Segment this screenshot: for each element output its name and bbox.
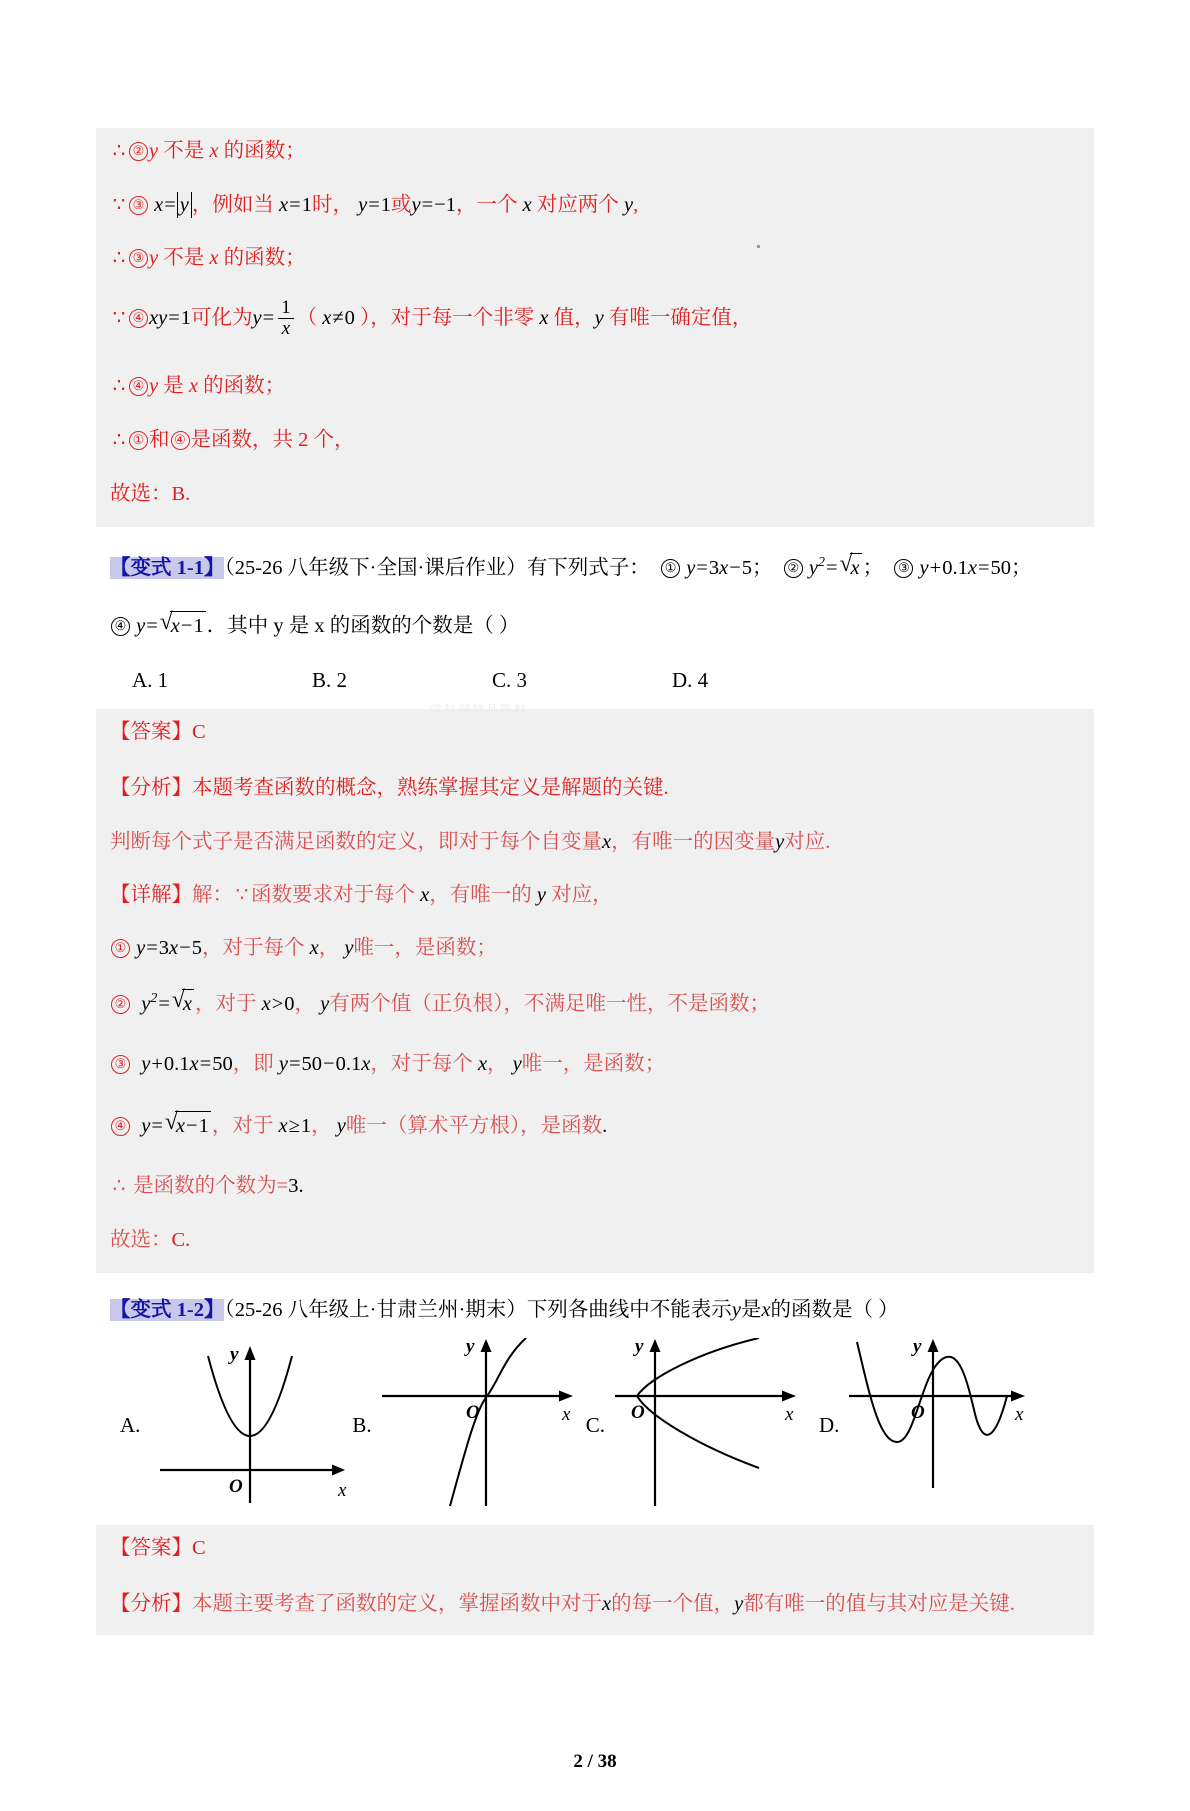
variant-1-1-heading: 【变式 1-1】（25-26 八年级下·全国·课后作业）有下列式子： ① y=3x−5； ② $y^2=$ √ x ； ③ y+0.1x=50； — [110, 553, 1080, 582]
svg-text:x: x — [561, 1403, 571, 1425]
variable-y: y — [731, 1299, 741, 1322]
detail-lead-c: ，有唯一的 — [429, 883, 537, 906]
document-page — [0, 128, 1190, 1811]
detail-step-1: ① y=3x−5，对于每个 x， y唯一，是函数； — [110, 935, 1080, 961]
solution-final-choice: 故选：B. — [110, 482, 191, 505]
analysis-text-b: 的每一个值， — [611, 1593, 735, 1616]
analysis-text-a: 判断每个式子是否满足函数的定义，即对于每个自变量 — [110, 830, 602, 853]
graph-c-sideways-parabola — [607, 1338, 819, 1513]
svg-text:y: y — [465, 1337, 475, 1357]
analysis-line-2 — [110, 829, 1080, 855]
analysis-text-b: ，有唯一的因变量 — [611, 830, 776, 853]
figure-option-d[interactable] — [819, 1338, 1046, 1513]
variant-1-1-stem-line2: ④ y= √ x−1 ．其中 y 是 x 的函数的个数是（ ） — [110, 611, 1080, 640]
svg-text:y: y — [913, 1337, 922, 1357]
answer-label: 【答案】 — [110, 1536, 192, 1559]
svg-text:O: O — [229, 1475, 244, 1497]
therefore-symbol: ∴ — [112, 1175, 126, 1198]
detail-step-2: ② $y^2=$ √ x ，对于 x>0， y有两个值（正负根），不满足唯一性，不是函数； — [110, 989, 1080, 1017]
solution-line-6: ∴ ① 和 ④ 是函数，共 2 个， — [110, 427, 1080, 454]
variant-1-2-stem-a: 下列各曲线中不能表示 — [526, 1299, 732, 1322]
analysis-label: 【分析】 — [110, 777, 192, 800]
variable-y: y — [536, 883, 546, 906]
final-answer-letter: B. — [171, 482, 191, 505]
graph-a-parabola — [142, 1338, 352, 1513]
variant-1-1-stem-tail: ．其中 y 是 x 的函数的个数是（ ） — [206, 615, 520, 638]
figure-option-a[interactable] — [120, 1338, 352, 1513]
circled-number: ④ — [111, 617, 130, 636]
analysis-text: 本题考查函数的概念，熟练掌握其定义是解题的关键. — [192, 777, 669, 800]
variant-1-2-stem-c: 的函数是（ ） — [770, 1299, 899, 1322]
sqrt-x: √ x — [840, 553, 862, 582]
svg-text:O: O — [465, 1401, 480, 1423]
svg-text:O: O — [630, 1401, 645, 1423]
variant-1-1-section — [110, 550, 1080, 693]
fraction-one-over-x: $\frac{1}{x}$ — [278, 298, 293, 339]
svg-text:y: y — [230, 1343, 239, 1365]
solution-line-4: ∵ ④ xy=1可化为y= $\frac{1}{x}$ （ x≠0 ），对于每一个非零 x 值，y 有唯一确定值， — [110, 299, 1080, 340]
variable-x: x — [602, 830, 612, 853]
option-d-key: D. — [672, 668, 693, 693]
option-a-value: 1 — [157, 668, 169, 693]
option-a[interactable] — [132, 668, 312, 693]
because-symbol: ∵ — [112, 306, 126, 329]
answer-line — [110, 719, 1080, 745]
sqrt-x-minus-1: √ x−1 — [160, 611, 206, 640]
svg-text:x: x — [784, 1403, 794, 1425]
detail-final-choice — [110, 1227, 1080, 1253]
option-a-key: A. — [132, 668, 153, 693]
detail-step-3: ③ y+0.1x=50，即 y=50−0.1x，对于每个 x， y唯一，是函数； — [110, 1051, 1080, 1077]
therefore-symbol: ∴ — [112, 428, 126, 451]
svg-text:x: x — [1015, 1403, 1024, 1425]
conclusion-dot: . — [298, 1175, 304, 1198]
circled-number: ③ — [111, 1055, 130, 1074]
figure-d-label: D. — [818, 1412, 840, 1437]
therefore-symbol: ∴ — [112, 247, 126, 270]
detail-step-4: ④ y= √ x−1 ，对于 x≥1， y唯一（算术平方根），是函数. — [110, 1111, 1080, 1139]
conclusion-value: 3 — [288, 1175, 299, 1198]
variable-x: x — [602, 1593, 612, 1616]
circled-number: ① — [111, 939, 130, 958]
page-footer: 2 / 38 — [573, 1751, 617, 1772]
analysis-text-c: 对应. — [784, 830, 831, 853]
graph-b-cubic — [374, 1338, 586, 1513]
because-symbol: ∵ — [235, 883, 249, 906]
answer-value: C — [192, 1536, 206, 1559]
variant-1-2-stem-b: 是 — [740, 1299, 762, 1322]
detail-label: 【详解】 — [110, 883, 192, 906]
analysis-line — [110, 1591, 1080, 1617]
option-b-key: B. — [312, 668, 332, 693]
circled-number: ③ — [129, 196, 148, 215]
solution-line-1: ∴ ② y 不是 x 的函数； — [110, 138, 1080, 165]
variant-1-2-figures — [110, 1338, 1080, 1513]
therefore-symbol: ∴ — [112, 140, 126, 162]
circled-number: ① — [661, 559, 680, 578]
circled-number: ② — [111, 995, 130, 1014]
svg-text:x: x — [338, 1479, 347, 1501]
circled-number: ③ — [129, 249, 148, 268]
therefore-symbol: ∴ — [112, 375, 126, 398]
variable-x: x — [761, 1299, 771, 1322]
watermark-text: 学科网精品资料 — [430, 703, 529, 718]
figure-b-label: B. — [352, 1412, 372, 1437]
variable-y: y — [775, 830, 785, 853]
answer-value: C — [192, 721, 206, 744]
final-value: C. — [171, 1228, 191, 1251]
circled-number: ③ — [894, 559, 913, 578]
variant-1-2-section — [110, 1297, 1080, 1513]
svg-text:y: y — [634, 1337, 644, 1357]
analysis-label: 【分析】 — [110, 1593, 192, 1616]
variant-1-2-tag: 【变式 1-2】 — [110, 1299, 225, 1322]
circled-number: ④ — [129, 309, 148, 328]
variant-1-2-source: （25-26 八年级上·甘肃兰州·期末） — [224, 1299, 527, 1322]
variant-1-2-answer-block — [96, 1525, 1094, 1635]
solution-line-5: ∴ ④ y 是 x 的函数； — [110, 373, 1080, 400]
variable-y: y — [734, 1593, 744, 1616]
circled-number: ④ — [111, 1117, 130, 1136]
analysis-text-a: 本题主要考查了函数的定义，掌握函数中对于 — [192, 1593, 602, 1616]
circled-number: ④ — [129, 377, 148, 396]
page-top-dot — [757, 245, 760, 248]
variant-1-1-stem-lead: 有下列式子： — [526, 556, 650, 579]
circled-number: ② — [784, 559, 803, 578]
figure-a-label: A. — [120, 1412, 141, 1437]
variant-1-1-answer-block — [96, 703, 1094, 1273]
option-b[interactable] — [312, 668, 492, 693]
option-b-value: 2 — [336, 668, 348, 693]
figure-option-c[interactable] — [586, 1338, 819, 1513]
option-d[interactable] — [672, 668, 852, 693]
option-c[interactable] — [492, 668, 672, 693]
sqrt-x-minus-1: √ x−1 — [165, 1111, 211, 1139]
detail-lead-a: 解： — [192, 883, 233, 906]
circled-number: ② — [129, 142, 148, 161]
answer-label: 【答案】 — [110, 721, 192, 744]
option-c-value: 3 — [516, 668, 528, 693]
option-c-key: C. — [492, 668, 512, 693]
detail-lead-line — [110, 882, 1080, 909]
figure-option-b[interactable] — [352, 1338, 585, 1513]
detail-conclusion — [110, 1173, 1080, 1200]
variant-1-1-source: （25-26 八年级下·全国·课后作业） — [224, 556, 527, 579]
detail-lead-b: 函数要求对于每个 — [251, 883, 421, 906]
detail-lead-d: 对应， — [545, 883, 613, 906]
final-label: 故选： — [110, 1228, 172, 1251]
circled-number: ① — [129, 431, 148, 450]
option-d-value: 4 — [697, 668, 709, 693]
analysis-line-1 — [110, 775, 1080, 801]
svg-text:O: O — [911, 1401, 926, 1423]
sqrt-x: √ x — [172, 989, 194, 1017]
previous-solution-block — [96, 128, 1094, 527]
variable-x: x — [420, 883, 430, 906]
variant-1-1-tag: 【变式 1-1】 — [110, 556, 225, 579]
variant-1-2-heading — [110, 1297, 1080, 1324]
figure-c-label: C. — [585, 1412, 605, 1437]
answer-line — [110, 1535, 1080, 1561]
conclusion-text: 是函数的个数为= — [133, 1175, 289, 1198]
analysis-text-c: 都有唯一的值与其对应是关键. — [743, 1593, 1015, 1616]
graph-d-wave — [841, 1338, 1046, 1513]
solution-line-2: ∵ ③ x= y ，例如当 x=1时， y=1或y=−1，一个 x 对应两个 y, — [110, 192, 1080, 219]
solution-line-3: ∴ ③ y 不是 x 的函数； — [110, 245, 1080, 272]
circled-number: ④ — [171, 431, 190, 450]
variant-1-1-options — [110, 668, 1080, 693]
because-symbol: ∵ — [112, 193, 126, 216]
